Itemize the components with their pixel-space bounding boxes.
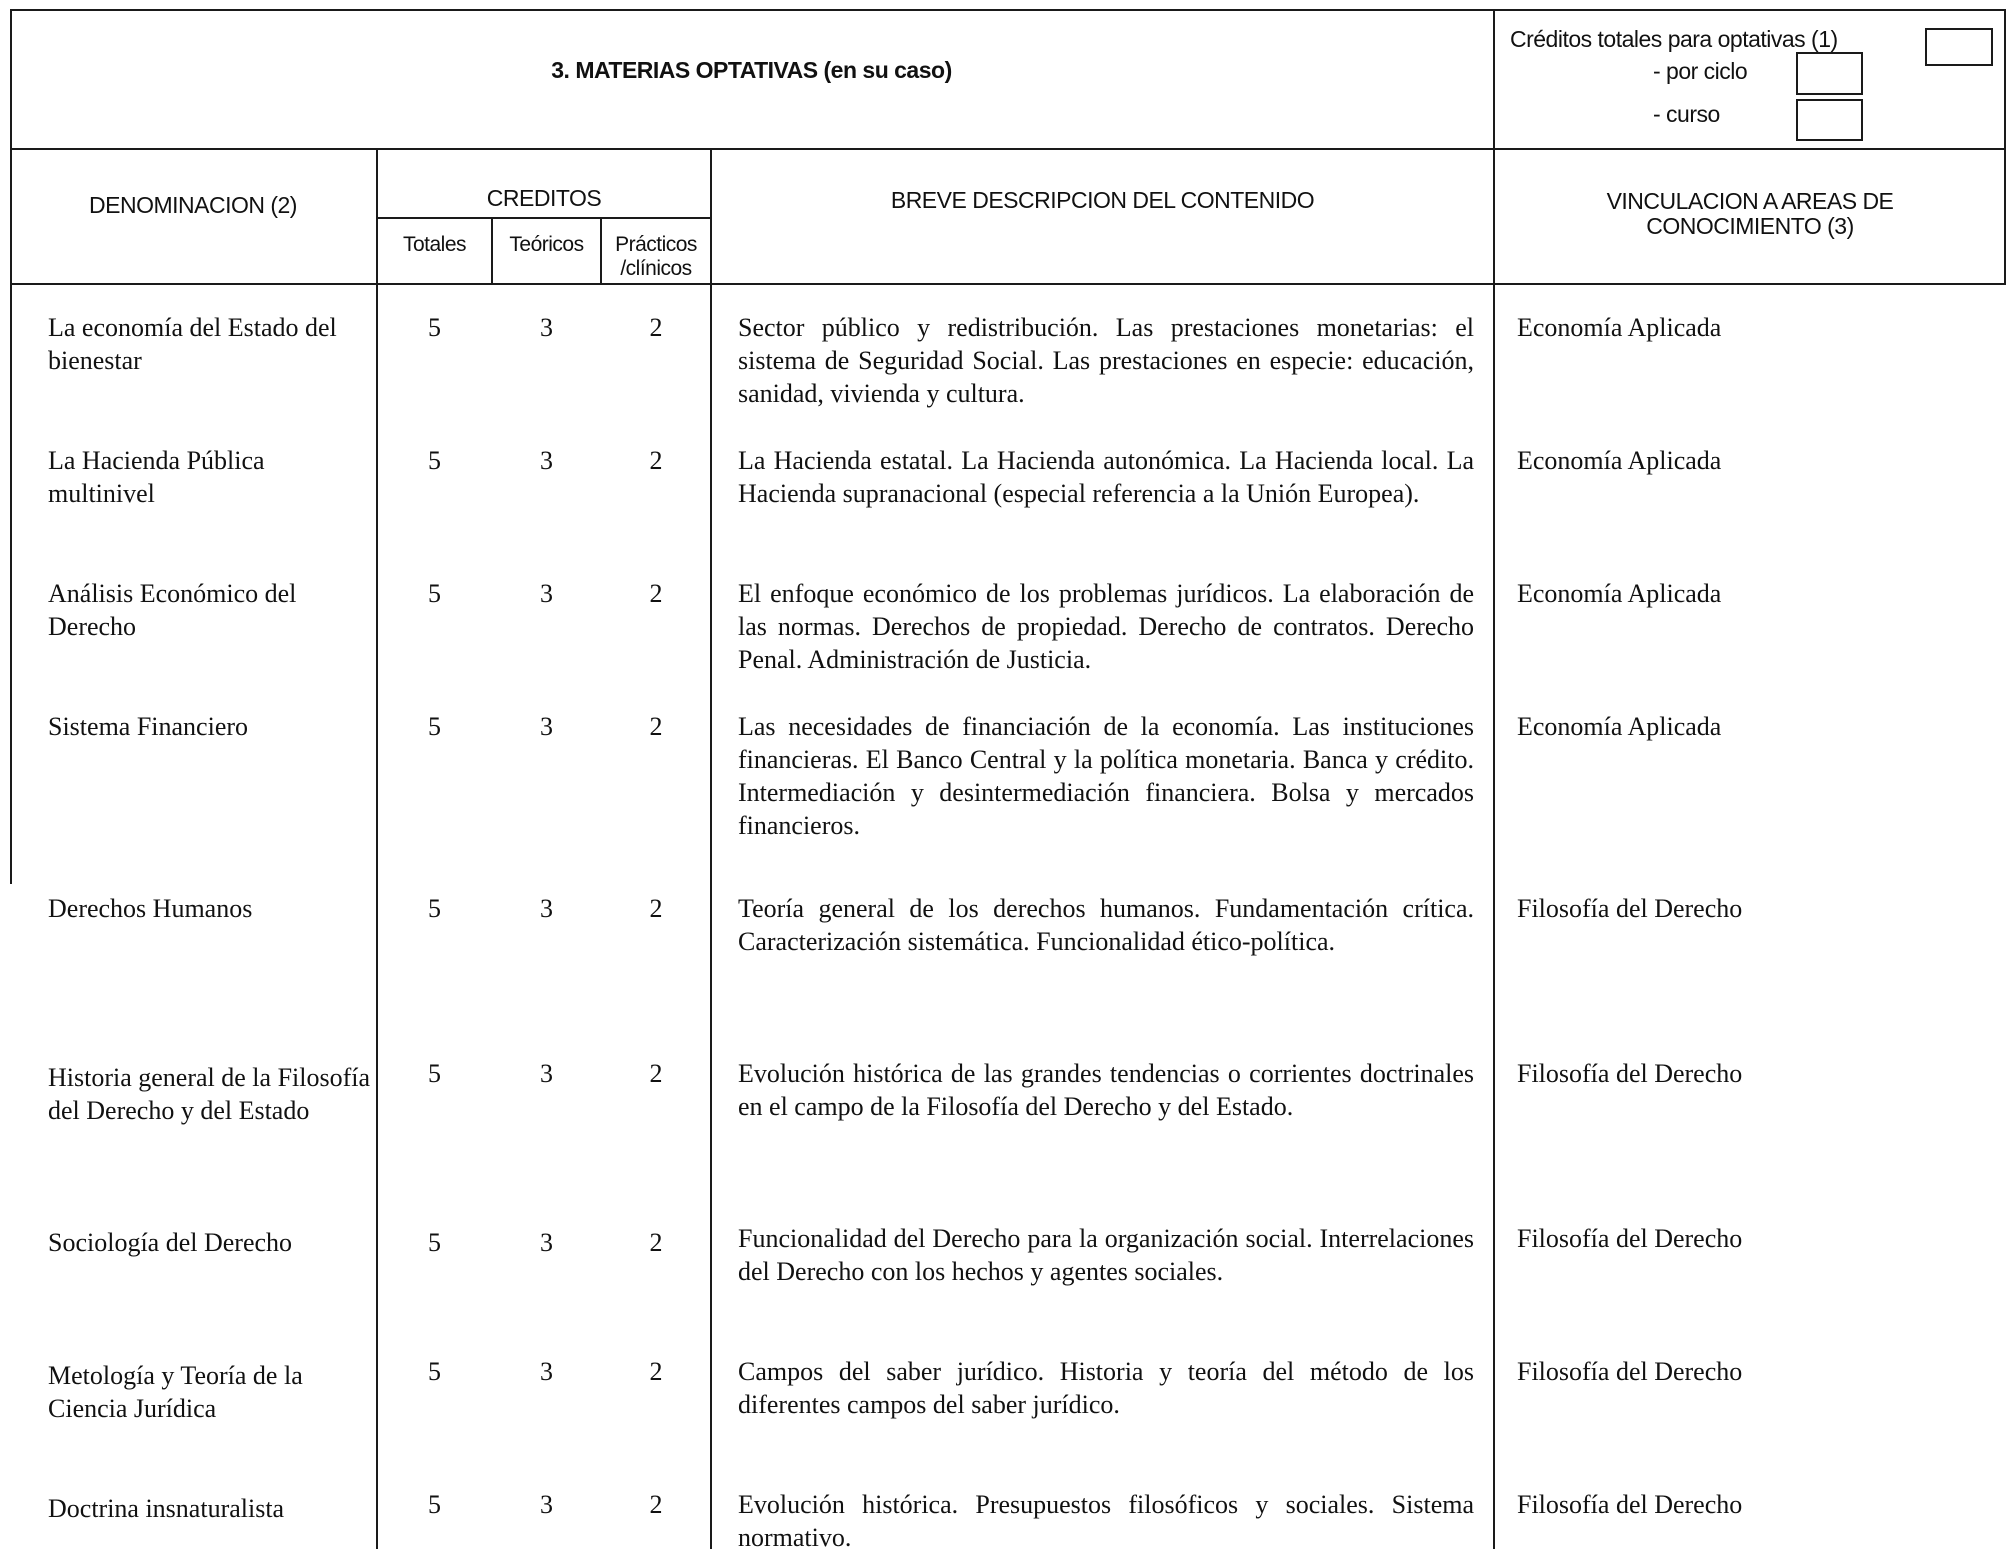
section-title: 3. MATERIAS OPTATIVAS (en su caso) <box>551 57 952 83</box>
row-area: Filosofía del Derecho <box>1517 894 1743 923</box>
row-teoricos: 3 <box>540 712 553 741</box>
col-header-teoricos: Teóricos <box>509 233 584 256</box>
row-teoricos: 3 <box>540 1228 553 1257</box>
credits-total-box[interactable] <box>1925 28 1993 66</box>
row-totales: 5 <box>428 313 441 342</box>
row-practicos: 2 <box>649 712 663 741</box>
row-description: El enfoque económico de los problemas jurídicos. La elaboración de las normas. Derechos de propiedad. Derecho de contratos. Derecho Penal. Administración de Justicia. <box>738 579 1474 674</box>
row-totales: 5 <box>428 1357 441 1386</box>
column-header-divider <box>10 283 2006 285</box>
title-right-divider <box>1493 9 1495 1549</box>
row-description: Campos del saber jurídico. Historia y teoría del método de los diferentes campos del saber jurídico. <box>738 1357 1474 1419</box>
row-area: Economía Aplicada <box>1517 579 1722 608</box>
row-description: Sector público y redistribución. Las prestaciones monetarias: el sistema de Seguridad Social. Las prestaciones en especie: educación, sanidad, vivienda y cultura. <box>738 313 1474 408</box>
row-teoricos: 3 <box>540 313 553 342</box>
row-practicos: 2 <box>649 1228 663 1257</box>
row-practicos: 2 <box>649 1059 663 1088</box>
row-totales: 5 <box>428 1228 441 1257</box>
row-totales: 5 <box>428 1490 441 1519</box>
row-teoricos: 3 <box>540 579 553 608</box>
col-header-denominacion: DENOMINACION (2) <box>89 192 297 218</box>
row-area: Filosofía del Derecho <box>1517 1357 1743 1386</box>
row-name: Doctrina insnaturalista <box>48 1494 285 1523</box>
row-practicos: 2 <box>649 1357 663 1386</box>
col-divider-denominacion <box>376 148 378 1549</box>
col-header-practicos: Prácticos /clínicos <box>615 233 697 280</box>
col-header-descripcion: BREVE DESCRIPCION DEL CONTENIDO <box>890 187 1315 213</box>
row-area: Filosofía del Derecho <box>1517 1490 1743 1519</box>
row-practicos: 2 <box>649 894 663 923</box>
row-description: Teoría general de los derechos humanos. Fundamentación crítica. Caracterización sistemática. Funcionalidad ético-política. <box>738 894 1474 956</box>
col-header-vinculacion: VINCULACION A AREAS DE CONOCIMIENTO (3) <box>1606 188 1894 239</box>
row-name: La economía del Estado del bienestar <box>48 313 337 375</box>
row-area: Filosofía del Derecho <box>1517 1224 1743 1253</box>
row-practicos: 2 <box>649 579 663 608</box>
row-name: Derechos Humanos <box>48 894 253 923</box>
row-teoricos: 3 <box>540 446 553 475</box>
row-teoricos: 3 <box>540 1357 553 1386</box>
row-name: Análisis Económico del Derecho <box>48 579 297 641</box>
row-name: Historia general de la Filosofía del Derecho y del Estado <box>48 1063 371 1125</box>
per-cycle-label: - por ciclo <box>1653 58 1748 84</box>
per-course-label: - curso <box>1653 101 1720 127</box>
row-area: Economía Aplicada <box>1517 712 1722 741</box>
document-table <box>10 9 2006 1552</box>
left-border <box>10 9 12 884</box>
col-header-creditos: CREDITOS <box>486 185 602 211</box>
row-area: Economía Aplicada <box>1517 446 1722 475</box>
row-totales: 5 <box>428 1059 441 1088</box>
row-totales: 5 <box>428 894 441 923</box>
row-area: Economía Aplicada <box>1517 313 1722 342</box>
row-name: Metología y Teoría de la Ciencia Jurídica <box>48 1361 303 1423</box>
row-totales: 5 <box>428 446 441 475</box>
row-name: Sociología del Derecho <box>48 1228 293 1257</box>
row-description: Evolución histórica de las grandes tendencias o corrientes doctrinales en el campo de la Filosofía del Derecho y del Estado. <box>738 1059 1474 1121</box>
row-teoricos: 3 <box>540 1059 553 1088</box>
credits-total-label: Créditos totales para optativas (1) <box>1510 26 1838 52</box>
row-practicos: 2 <box>649 313 663 342</box>
row-teoricos: 3 <box>540 894 553 923</box>
row-name: Sistema Financiero <box>48 712 249 741</box>
header-divider <box>10 148 2006 150</box>
row-practicos: 2 <box>649 1490 663 1519</box>
row-area: Filosofía del Derecho <box>1517 1059 1743 1088</box>
credits-subheader-line <box>378 217 710 219</box>
row-description: Funcionalidad del Derecho para la organización social. Interrelaciones del Derecho con los hechos y agentes sociales. <box>738 1224 1474 1286</box>
col-header-totales: Totales <box>402 233 467 256</box>
row-description: La Hacienda estatal. La Hacienda autonómica. La Hacienda local. La Hacienda supranacional (especial referencia a la Unión Europea). <box>738 446 1474 508</box>
per-cycle-box[interactable] <box>1796 52 1863 95</box>
col-divider-descripcion <box>710 148 712 1549</box>
row-totales: 5 <box>428 579 441 608</box>
row-totales: 5 <box>428 712 441 741</box>
row-description: Las necesidades de financiación de la economía. Las instituciones financieras. El Banco Central y la política monetaria. Banca y crédito. Intermediación y desintermediación financiera. Bolsa y mercados financieros. <box>738 712 1474 840</box>
row-teoricos: 3 <box>540 1490 553 1519</box>
top-border <box>10 9 2006 11</box>
row-name: La Hacienda Pública multinivel <box>48 446 265 508</box>
per-course-box[interactable] <box>1796 99 1863 141</box>
row-practicos: 2 <box>649 446 663 475</box>
row-description: Evolución histórica. Presupuestos filosóficos y sociales. Sistema normativo. <box>738 1490 1474 1552</box>
right-border <box>2004 9 2006 284</box>
